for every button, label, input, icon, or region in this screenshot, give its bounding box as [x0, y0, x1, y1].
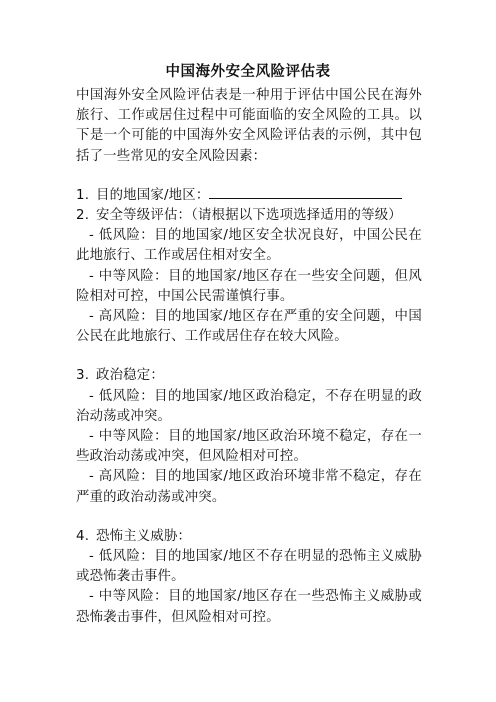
- security-level-low: - 低风险：目的地国家/地区安全状况良好，中国公民在此地旅行、工作或居住相对安全。: [76, 228, 422, 264]
- item-number: 1.: [76, 187, 90, 203]
- terrorism-level-low: - 低风险：目的地国家/地区不存在明显的恐怖主义威胁或恐怖袭击事件。: [76, 549, 422, 585]
- item-number: 4.: [76, 528, 90, 544]
- intro-paragraph: 中国海外安全风险评估表是一种用于评估中国公民在海外旅行、工作或居住过程中可能面临的安全风险的工具。以下是一个可能的中国海外安全风险评估表的示例，其中包括了一些常见的安全风险因素：: [76, 88, 422, 164]
- spacer: [76, 508, 422, 527]
- item-label: 目的地国家/地区：: [96, 187, 210, 203]
- political-level-medium: - 中等风险：目的地国家/地区政治环境不稳定，存在一些政治动荡或冲突，但风险相对可控。: [76, 429, 422, 465]
- spacer: [76, 347, 422, 366]
- section-political-stability: [76, 366, 422, 386]
- item-security-level: [76, 206, 422, 226]
- section-terrorism-threat: [76, 527, 422, 547]
- item-number: 3.: [76, 368, 90, 384]
- terrorism-level-medium: - 中等风险：目的地国家/地区存在一些恐怖主义威胁或恐怖袭击事件，但风险相对可控。: [76, 589, 422, 625]
- security-level-medium: - 中等风险：目的地国家/地区存在一些安全问题，但风险相对可控，中国公民需谨慎行事。: [76, 268, 422, 304]
- spacer: [76, 167, 422, 186]
- item-label: 政治稳定：: [96, 368, 164, 384]
- item-label: 安全等级评估：（请根据以下选项选择适用的等级）: [96, 208, 402, 224]
- page-title: 中国海外安全风险评估表: [165, 64, 331, 80]
- document-body: [76, 86, 422, 628]
- political-level-low: - 低风险：目的地国家/地区政治稳定，不存在明显的政治动荡或冲突。: [76, 388, 422, 424]
- destination-blank-line[interactable]: [209, 186, 402, 199]
- item-number: 2.: [76, 208, 90, 224]
- political-level-high: - 高风险：目的地国家/地区政治环境非常不稳定，存在严重的政治动荡或冲突。: [76, 469, 422, 505]
- item-label: 恐怖主义威胁：: [96, 528, 192, 544]
- item-destination: [76, 186, 422, 206]
- security-level-high: - 高风险：目的地国家/地区存在严重的安全问题，中国公民在此地旅行、工作或居住存在较大风险。: [76, 309, 422, 345]
